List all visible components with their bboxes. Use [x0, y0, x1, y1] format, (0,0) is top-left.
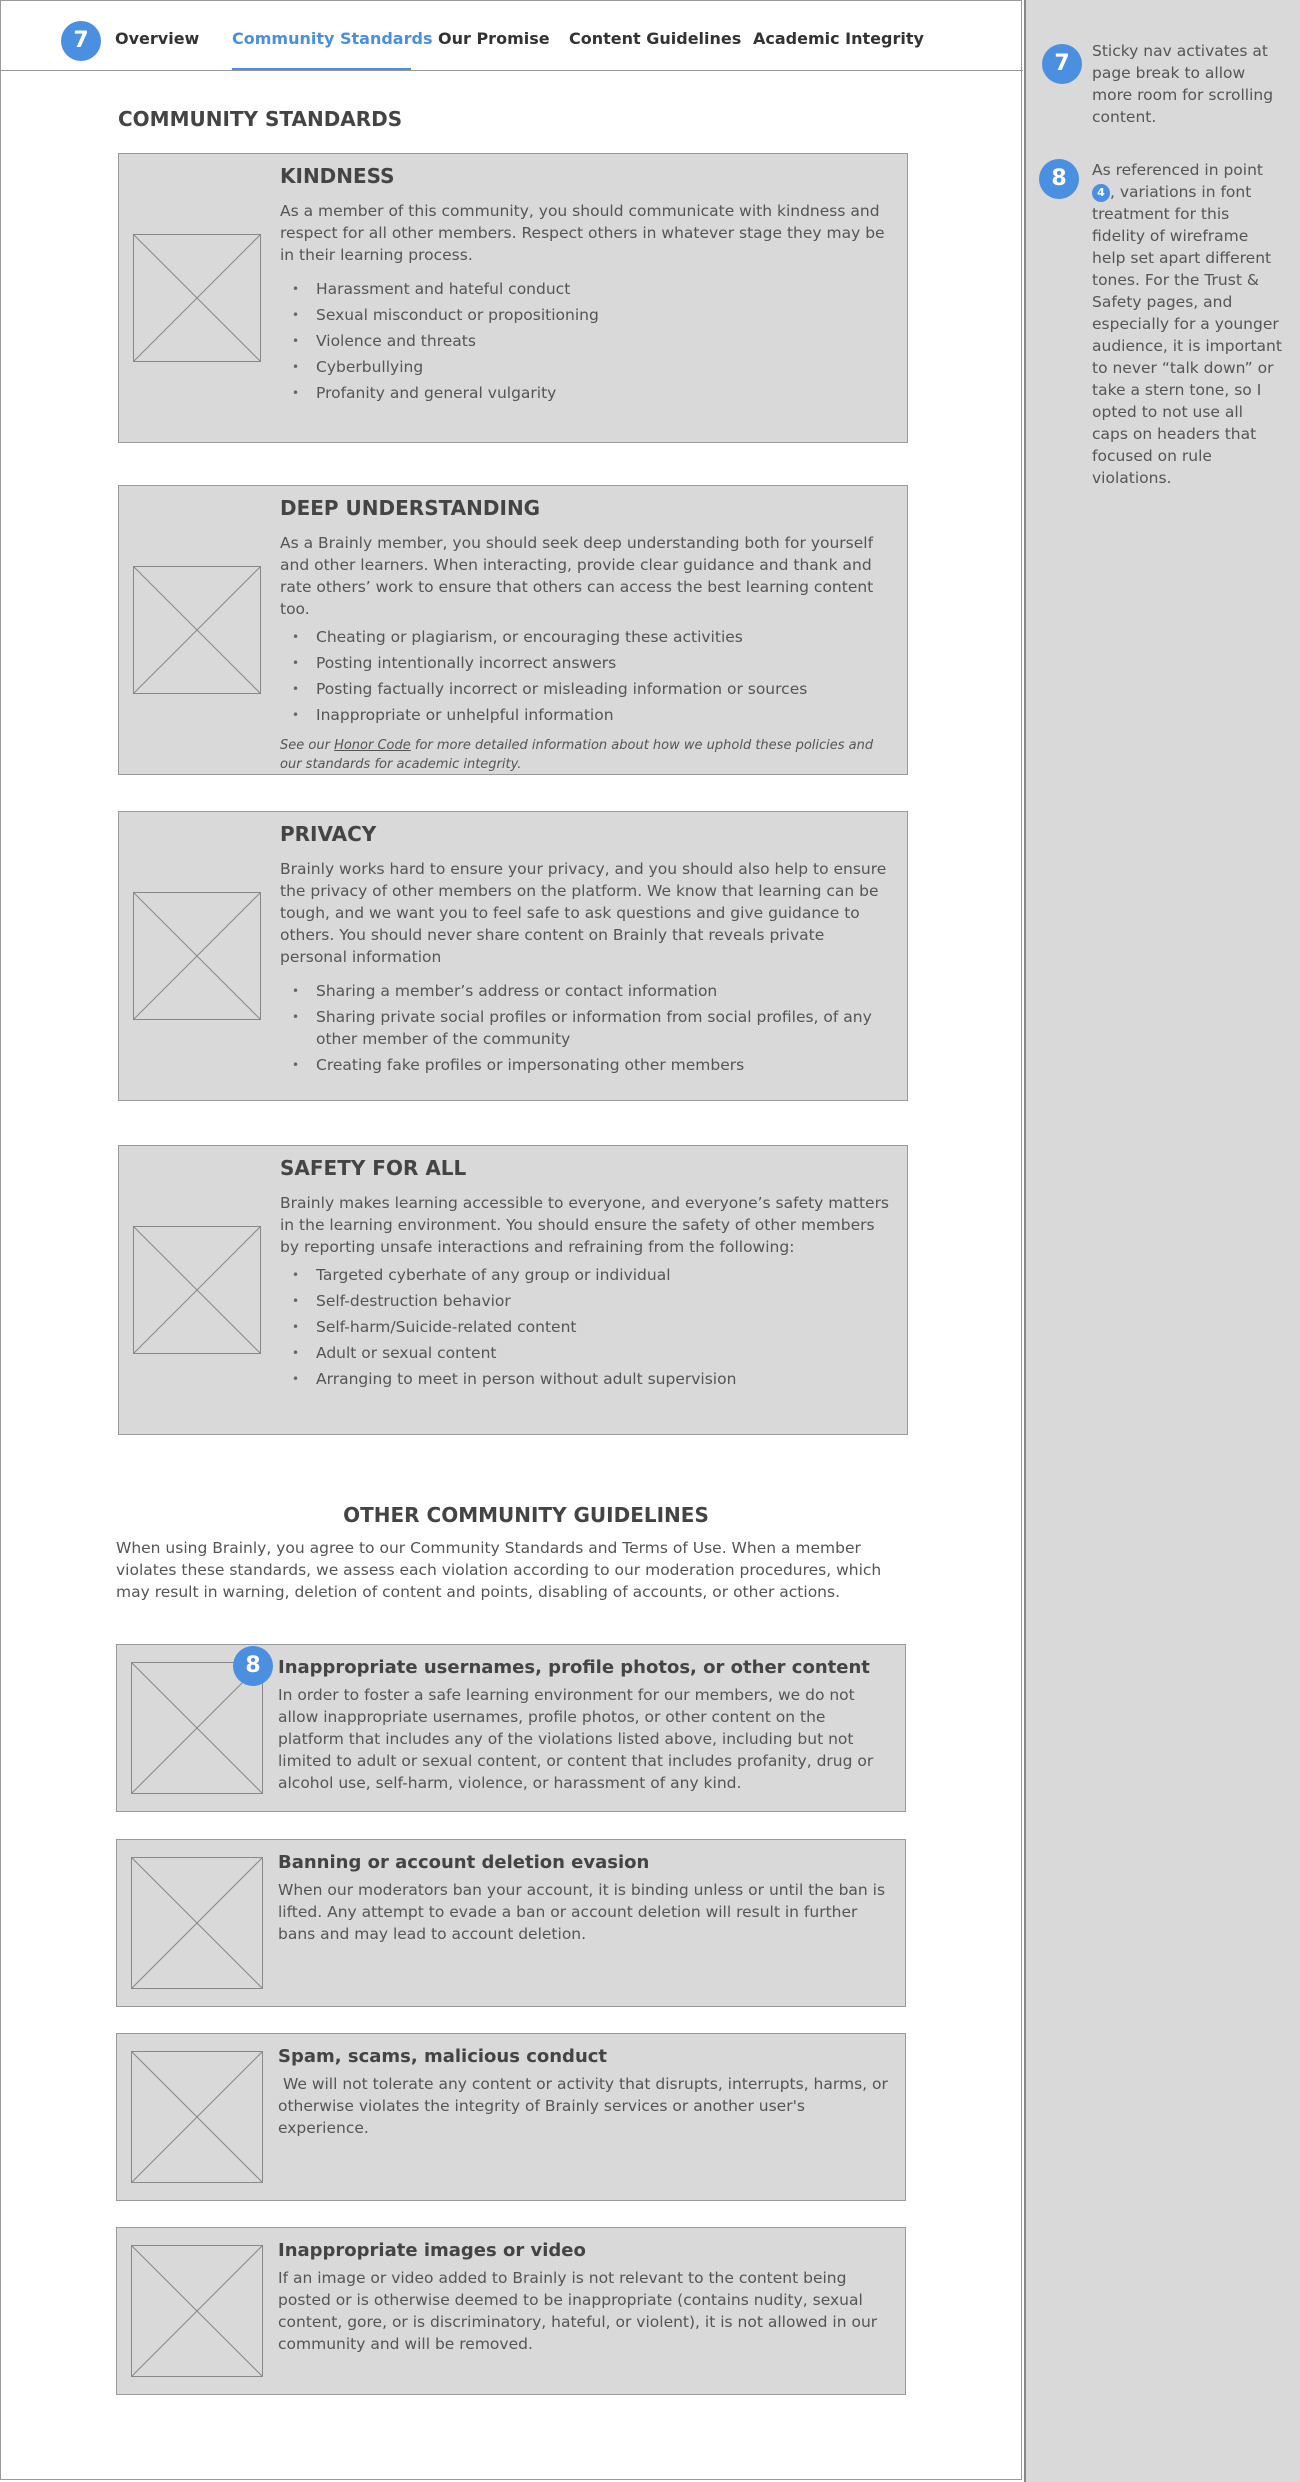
standard-card-kindness: [118, 153, 908, 443]
card-text: As a member of this community, you should communicate with kindness and respect for all other members. Respect others in whatever stage they may be in their learning process.: [280, 202, 885, 264]
annotation-note-8: [1092, 159, 1282, 489]
card-title: PRIVACY: [280, 822, 377, 846]
card-text: As a Brainly member, you should seek deep understanding both for yourself and other learners. When interacting, provide clear guidance and thank and rate others’ work to ensure that others can access the best learning content too.: [280, 534, 874, 618]
card-title: SAFETY FOR ALL: [280, 1156, 467, 1180]
list-item: • Targeted cyberhate of any group or individual: [316, 1264, 889, 1286]
annotation-text: As referenced in point: [1092, 161, 1263, 179]
guideline-card-spam: [116, 2033, 906, 2201]
list-item: • Posting intentionally incorrect answers: [316, 652, 889, 674]
card-title: Inappropriate usernames, profile photos, or other content: [278, 1657, 870, 1678]
image-placeholder: [133, 234, 261, 362]
annotation-text: , variations in font treatment for this fidelity of wireframe help set apart different tones. For the Trust & Safety pages, and especially for a younger audience, it is important to never “talk down” or take a stern tone, so I opted to not use all caps on headers that focused on rule violations.: [1092, 183, 1282, 487]
list-item: • Violence and threats: [316, 330, 889, 352]
image-placeholder: [131, 1857, 263, 1989]
honor-code-link[interactable]: Honor Code: [334, 738, 411, 753]
nav-academic-integrity[interactable]: Academic Integrity: [753, 29, 924, 48]
bullet-list: [280, 278, 889, 404]
nav-overview[interactable]: Overview: [115, 29, 200, 48]
image-placeholder: [133, 566, 261, 694]
standard-card-privacy: [118, 811, 908, 1101]
sticky-nav: [1, 1, 1023, 71]
nav-community-standards[interactable]: Community Standards: [232, 29, 433, 48]
inline-badge-4: 4: [1092, 184, 1110, 202]
nav-content-guidelines[interactable]: Content Guidelines: [569, 29, 742, 48]
card-text: Brainly makes learning accessible to everyone, and everyone’s safety matters in the learning environment. You should ensure the safety of other members by reporting unsafe interactions and refraining from the following:: [280, 1194, 890, 1256]
card-text: If an image or video added to Brainly is not relevant to the content being posted or is otherwise deemed to be inappropriate (contains nudity, sexual content, gore, or is discriminatory, hateful, or violent), it is not allowed in our community and will be removed.: [278, 2269, 878, 2353]
list-item: • Arranging to meet in person without adult supervision: [316, 1368, 889, 1390]
nav-our-promise[interactable]: Our Promise: [438, 29, 550, 48]
guideline-card-ban-evasion: [116, 1839, 906, 2007]
note-text: for more detailed information about how we uphold these policies and our standards for academic integrity.: [280, 738, 874, 772]
annotation-badge-8: 8: [233, 1646, 273, 1686]
list-item: • Cyberbullying: [316, 356, 889, 378]
guideline-card-images: [116, 2227, 906, 2395]
list-item: • Self-destruction behavior: [316, 1290, 889, 1312]
bullet-list: [280, 626, 889, 726]
list-item: • Sexual misconduct or propositioning: [316, 304, 889, 326]
image-placeholder: [133, 892, 261, 1020]
other-guidelines-title: OTHER COMMUNITY GUIDELINES: [343, 1503, 709, 1527]
card-title: Banning or account deletion evasion: [278, 1852, 650, 1873]
other-guidelines-intro: When using Brainly, you agree to our Community Standards and Terms of Use. When a member violates these standards, we assess each violation according to our moderation procedures, which may result in warning, deletion of content and points, disabling of accounts, or other actions.: [116, 1539, 882, 1601]
section-title: COMMUNITY STANDARDS: [118, 107, 403, 131]
card-text: Brainly works hard to ensure your privacy, and you should also help to ensure the privacy of other members on the platform. We know that learning can be tough, and we want you to feel safe to ask questions and give guidance to others. You should never share content on Brainly that reveals private personal information: [280, 860, 887, 966]
card-title: DEEP UNDERSTANDING: [280, 496, 541, 520]
annotation-badge-8: 8: [1039, 159, 1079, 199]
image-placeholder: [131, 2245, 263, 2377]
annotation-badge-7: 7: [1042, 44, 1082, 84]
list-item: • Cheating or plagiarism, or encouraging these activities: [316, 626, 889, 648]
list-item: • Sharing a member’s address or contact information: [316, 980, 889, 1002]
honor-code-note: [280, 736, 889, 774]
list-item: • Harassment and hateful conduct: [316, 278, 889, 300]
card-text: We will not tolerate any content or activity that disrupts, interrupts, harms, or otherwise violates the integrity of Brainly services or another user's experience.: [278, 2075, 893, 2137]
list-item: • Self-harm/Suicide-related content: [316, 1316, 889, 1338]
active-tab-indicator: [232, 68, 411, 70]
list-item: • Adult or sexual content: [316, 1342, 889, 1364]
annotation-badge-7: 7: [61, 21, 101, 61]
list-item: • Sharing private social profiles or information from social profiles, of any other member of the community: [316, 1006, 889, 1050]
note-text: See our: [280, 738, 335, 753]
bullet-list: [280, 1264, 889, 1390]
card-title: Spam, scams, malicious conduct: [278, 2046, 608, 2067]
card-text: In order to foster a safe learning environment for our members, we do not allow inappropriate usernames, profile photos, or other content on the platform that includes any of the violations listed above, including but not limited to adult or sexual content, or content that includes profanity, drug or alcohol use, self-harm, violence, or harassment of any kind.: [278, 1686, 874, 1792]
list-item: • Profanity and general vulgarity: [316, 382, 889, 404]
list-item: • Posting factually incorrect or misleading information or sources: [316, 678, 889, 700]
image-placeholder: [133, 1226, 261, 1354]
list-item: • Creating fake profiles or impersonating other members: [316, 1054, 889, 1076]
card-title: KINDNESS: [280, 164, 395, 188]
bullet-list: [280, 980, 889, 1076]
guideline-card-usernames: [116, 1644, 906, 1812]
standard-card-deep-understanding: [118, 485, 908, 775]
annotation-note-7: Sticky nav activates at page break to allow more room for scrolling content.: [1092, 42, 1274, 126]
standard-card-safety-for-all: [118, 1145, 908, 1435]
card-title: Inappropriate images or video: [278, 2240, 586, 2261]
image-placeholder: [131, 2051, 263, 2183]
card-text: When our moderators ban your account, it is binding unless or until the ban is lifted. Any attempt to evade a ban or account deletion will result in further bans and may lead to account deletion.: [278, 1881, 886, 1943]
list-item: • Inappropriate or unhelpful information: [316, 704, 889, 726]
